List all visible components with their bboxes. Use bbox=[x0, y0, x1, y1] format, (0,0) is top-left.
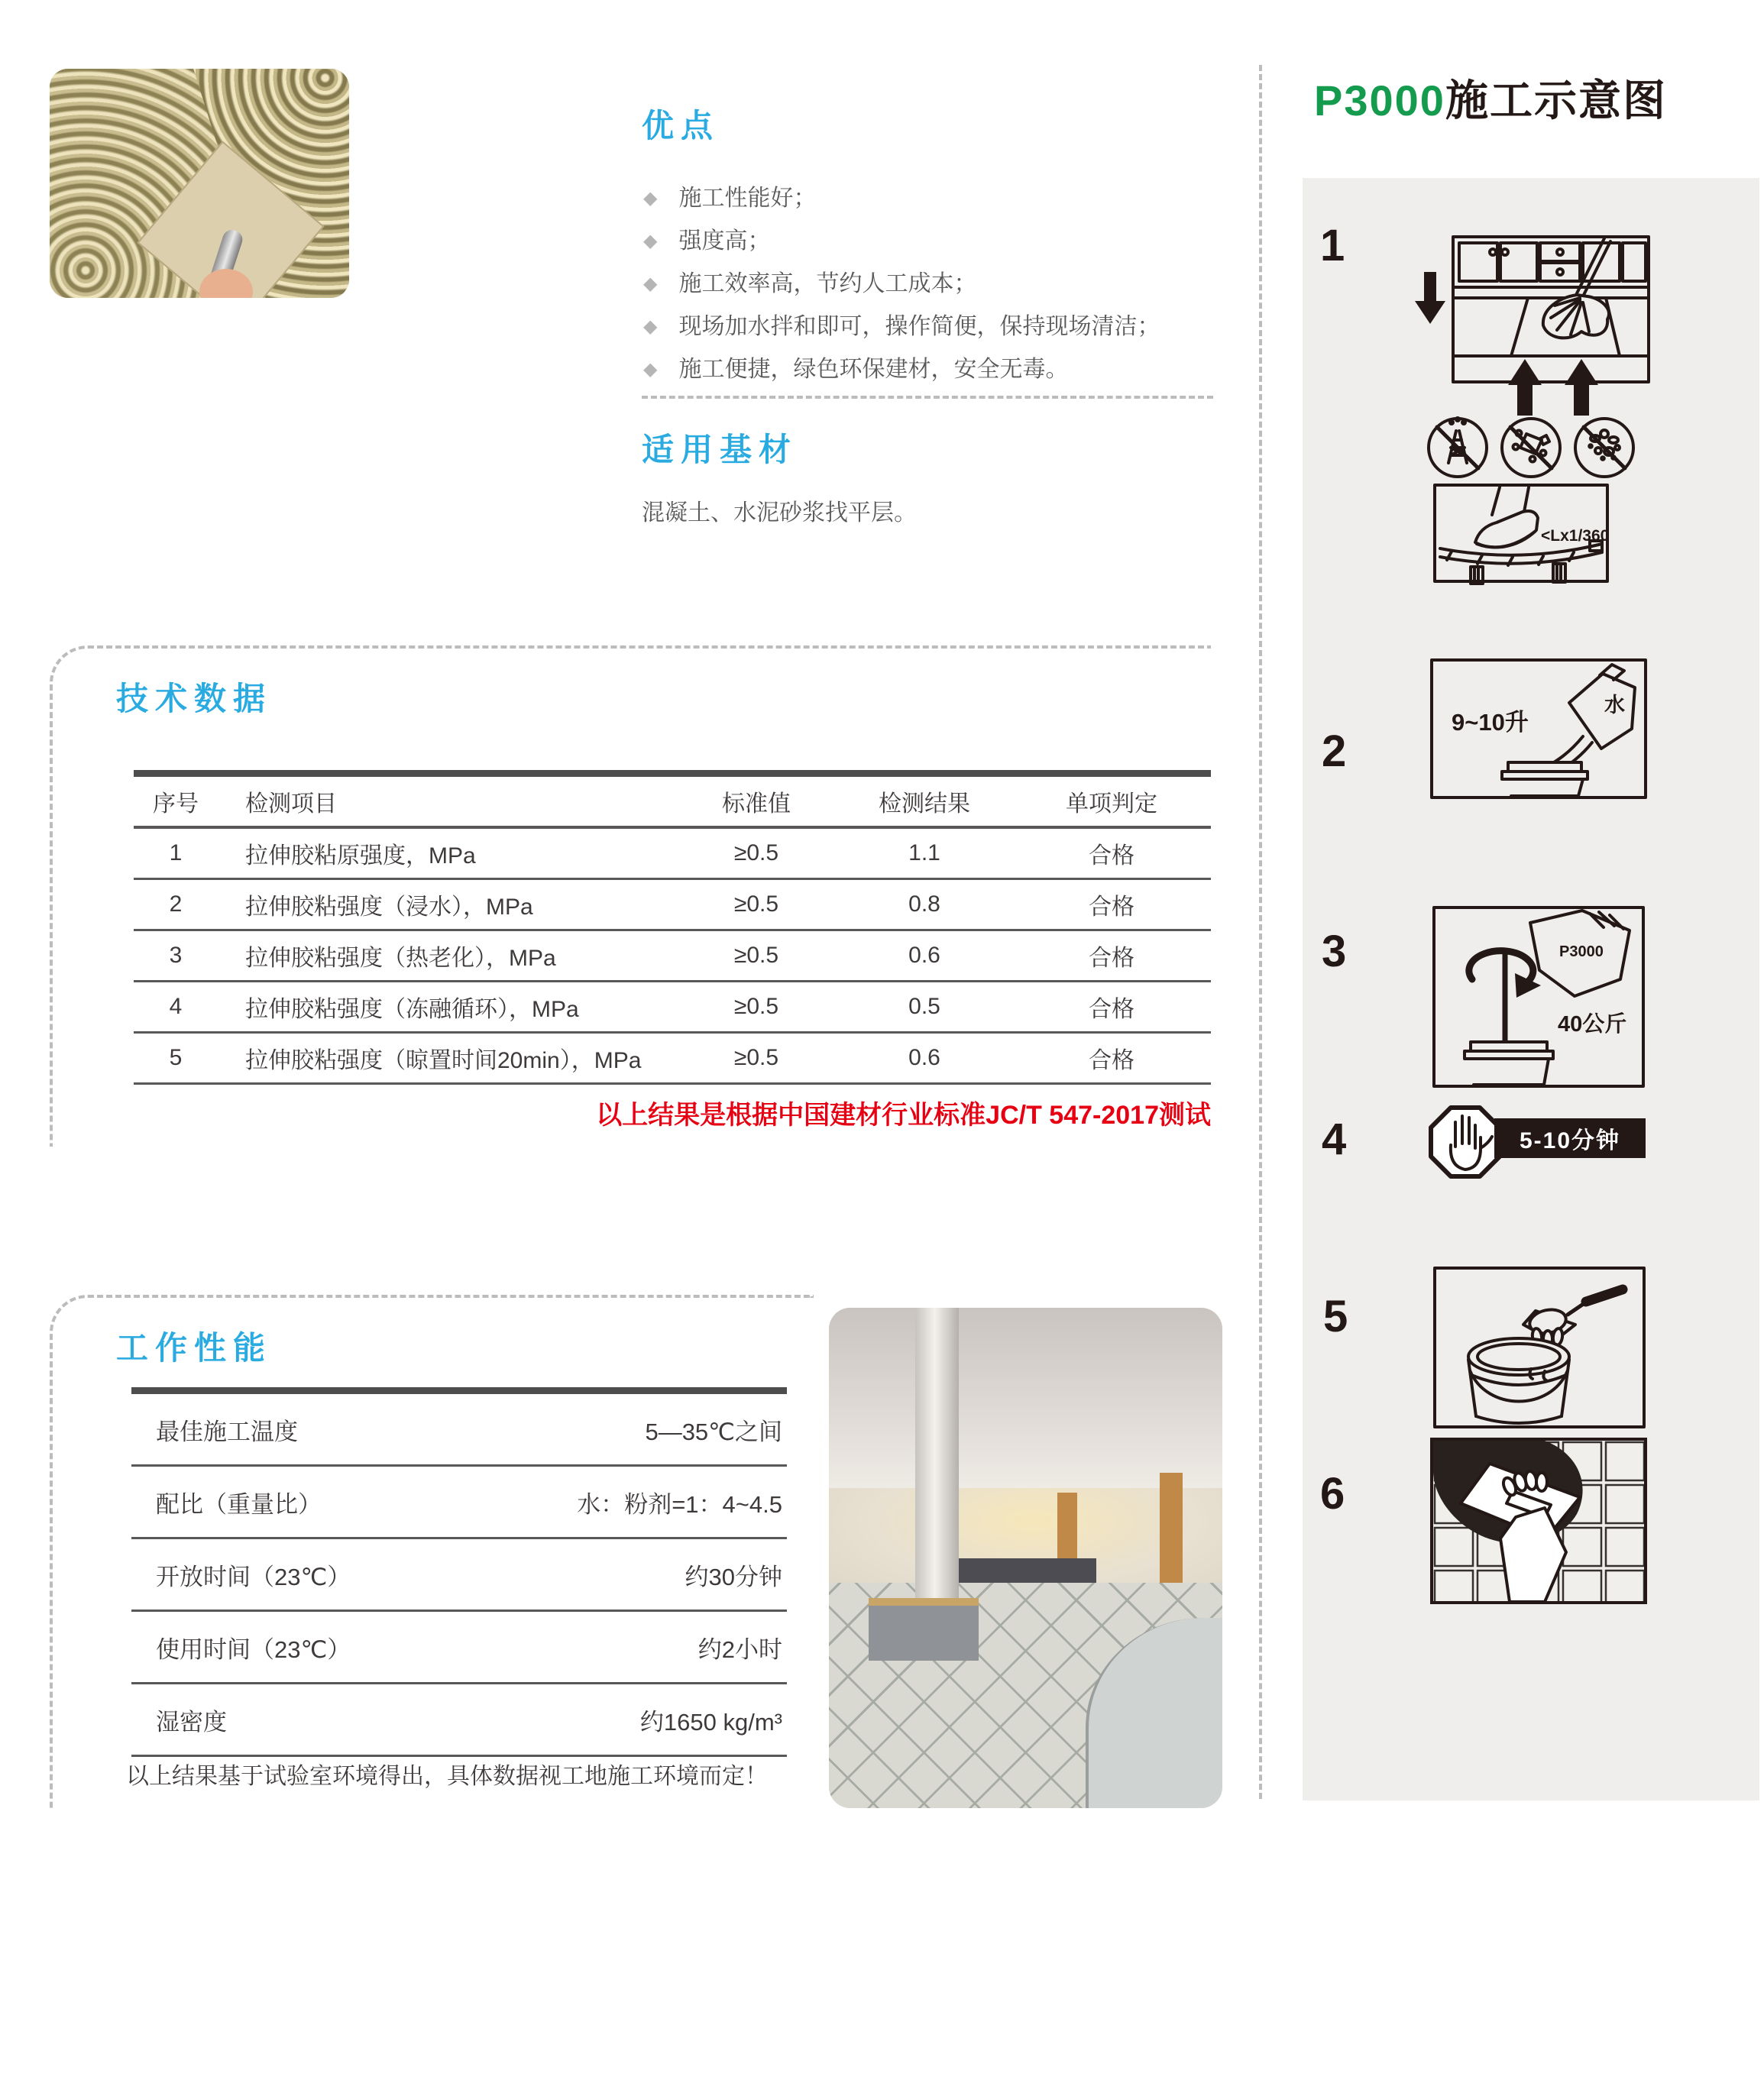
advantage-text: 施工性能好； bbox=[678, 186, 817, 211]
table-row bbox=[134, 931, 1211, 982]
row-value: 约2小时 bbox=[698, 1635, 782, 1663]
lobby-floor-photo bbox=[829, 1308, 1222, 1808]
diamond-bullet-icon: ◆ bbox=[643, 231, 658, 251]
work-performance-heading: 工作性能 bbox=[116, 1330, 273, 1366]
troweling-diagram bbox=[1430, 1438, 1647, 1604]
row-value: 约30分钟 bbox=[685, 1563, 782, 1590]
diamond-bullet-icon: ◆ bbox=[643, 316, 658, 337]
section-divider bbox=[642, 396, 1213, 399]
cell-index: 2 bbox=[169, 891, 183, 917]
col-header: 标准值 bbox=[722, 791, 791, 817]
advantage-text: 施工效率高，节约人工成本； bbox=[678, 271, 977, 296]
tech-data-heading: 技术数据 bbox=[116, 681, 273, 717]
table-header-row bbox=[134, 777, 1211, 829]
diagram-title-suffix: 施工示意图 bbox=[1445, 76, 1667, 125]
step-number: 6 bbox=[1320, 1469, 1345, 1519]
cell-judgement: 合格 bbox=[1089, 895, 1134, 920]
row-value: 约1650 kg/m³ bbox=[639, 1708, 782, 1736]
diagram-title-product: P3000 bbox=[1314, 76, 1445, 125]
floor-cleaning-diagram bbox=[1413, 228, 1658, 420]
deflection-label: <Lx1/360 bbox=[1541, 527, 1610, 545]
cell-index: 5 bbox=[169, 1045, 183, 1070]
cell-result: 0.6 bbox=[908, 1045, 940, 1070]
table-row bbox=[134, 880, 1211, 931]
water-volume-label: 9~10升 bbox=[1452, 709, 1529, 736]
col-header: 检测项目 bbox=[245, 791, 337, 817]
advantage-text: 现场加水拌和即可，操作简便，保持现场清洁； bbox=[678, 314, 1160, 339]
row-label: 配比（重量比） bbox=[156, 1490, 322, 1518]
bag-weight-label: 40公斤 bbox=[1558, 1012, 1627, 1037]
advantages-heading: 优点 bbox=[642, 108, 720, 144]
advantages-list bbox=[643, 183, 1224, 385]
list-item bbox=[643, 269, 1224, 299]
cell-standard: ≥0.5 bbox=[733, 994, 779, 1019]
table-row bbox=[131, 1394, 787, 1467]
col-header: 单项判定 bbox=[1066, 791, 1157, 817]
no-debris-icon bbox=[1569, 412, 1639, 483]
list-item bbox=[643, 226, 1224, 257]
deflection-check-diagram bbox=[1432, 483, 1610, 590]
cell-item: 拉伸胶粘强度（热老化），MPa bbox=[245, 946, 556, 971]
cell-judgement: 合格 bbox=[1089, 1048, 1134, 1073]
list-item bbox=[643, 183, 1224, 214]
col-header: 序号 bbox=[153, 791, 199, 817]
cell-result: 1.1 bbox=[908, 840, 940, 865]
cell-index: 3 bbox=[169, 943, 183, 968]
row-label: 最佳施工温度 bbox=[156, 1418, 298, 1445]
cell-judgement: 合格 bbox=[1089, 997, 1134, 1022]
cell-judgement: 合格 bbox=[1089, 946, 1134, 971]
lobby-desk bbox=[947, 1558, 1097, 1584]
column-divider bbox=[1259, 65, 1262, 1799]
mixing-diagram bbox=[1432, 906, 1645, 1088]
row-value: 水：粉剂=1：4~4.5 bbox=[577, 1490, 782, 1518]
water-label: 水 bbox=[1604, 694, 1625, 717]
advantage-text: 强度高； bbox=[678, 228, 771, 254]
col-header: 检测结果 bbox=[879, 791, 970, 817]
step-number: 3 bbox=[1322, 927, 1347, 976]
cell-judgement: 合格 bbox=[1089, 843, 1134, 869]
table-row bbox=[134, 1034, 1211, 1085]
cell-result: 0.6 bbox=[908, 943, 940, 968]
diagram-title bbox=[1314, 67, 1667, 128]
table-row bbox=[131, 1539, 787, 1612]
step-number: 2 bbox=[1322, 726, 1347, 776]
cell-standard: ≥0.5 bbox=[733, 891, 779, 917]
cell-standard: ≥0.5 bbox=[733, 943, 779, 968]
no-splash-icon bbox=[1496, 412, 1566, 483]
cell-result: 0.8 bbox=[908, 891, 940, 917]
cell-standard: ≥0.5 bbox=[733, 840, 779, 865]
cell-item: 拉伸胶粘强度（冻融循环），MPa bbox=[245, 997, 579, 1022]
cell-item: 拉伸胶粘强度（晾置时间20min），MPa bbox=[245, 1048, 642, 1073]
table-row bbox=[131, 1612, 787, 1684]
substrates-heading: 适用基材 bbox=[642, 432, 798, 467]
add-water-diagram bbox=[1430, 658, 1647, 799]
table-row bbox=[131, 1467, 787, 1539]
table-row bbox=[134, 829, 1211, 880]
row-value: 5—35℃之间 bbox=[645, 1418, 782, 1445]
diamond-bullet-icon: ◆ bbox=[643, 188, 658, 209]
cell-standard: ≥0.5 bbox=[733, 1045, 779, 1070]
work-performance-table bbox=[131, 1387, 787, 1757]
mortar-application-photo bbox=[50, 69, 349, 298]
row-label: 使用时间（23℃） bbox=[156, 1635, 351, 1663]
cell-item: 拉伸胶粘原强度，MPa bbox=[245, 843, 476, 869]
step-number: 1 bbox=[1320, 221, 1345, 270]
list-item bbox=[643, 312, 1224, 342]
lobby-pedestal bbox=[869, 1598, 979, 1661]
advantage-text: 施工便捷，绿色环保建材，安全无毒。 bbox=[678, 357, 1069, 382]
standard-note: 以上结果是根据中国建材行业标准JC/T 547-2017测试 bbox=[596, 1101, 1211, 1130]
diamond-bullet-icon: ◆ bbox=[643, 273, 658, 294]
cell-index: 4 bbox=[169, 994, 183, 1019]
substrates-text: 混凝土、水泥砂浆找平层。 bbox=[642, 500, 917, 526]
lobby-column-orange bbox=[1160, 1473, 1183, 1593]
lobby-ceiling bbox=[829, 1308, 1222, 1493]
no-oil-derrick-icon bbox=[1423, 412, 1493, 483]
step-number: 4 bbox=[1322, 1115, 1347, 1164]
list-item bbox=[643, 354, 1224, 385]
cell-item: 拉伸胶粘强度（浸水），MPa bbox=[245, 895, 533, 920]
cell-result: 0.5 bbox=[908, 994, 940, 1019]
table-row bbox=[131, 1684, 787, 1757]
stop-hand-icon bbox=[1427, 1104, 1503, 1180]
diamond-bullet-icon: ◆ bbox=[643, 359, 658, 380]
row-label: 开放时间（23℃） bbox=[156, 1563, 351, 1590]
wait-duration-banner: 5-10分钟 bbox=[1494, 1118, 1646, 1158]
lab-note: 以上结果基于试验室环境得出，具体数据视工地施工环境而定！ bbox=[126, 1764, 768, 1789]
table-row bbox=[134, 982, 1211, 1034]
bag-label: P3000 bbox=[1559, 943, 1604, 960]
row-label: 湿密度 bbox=[156, 1708, 227, 1736]
step-number: 5 bbox=[1323, 1292, 1348, 1341]
scooping-diagram bbox=[1433, 1267, 1646, 1428]
lobby-column-white bbox=[915, 1308, 959, 1603]
cell-index: 1 bbox=[169, 840, 183, 865]
tech-data-table bbox=[134, 770, 1211, 1085]
